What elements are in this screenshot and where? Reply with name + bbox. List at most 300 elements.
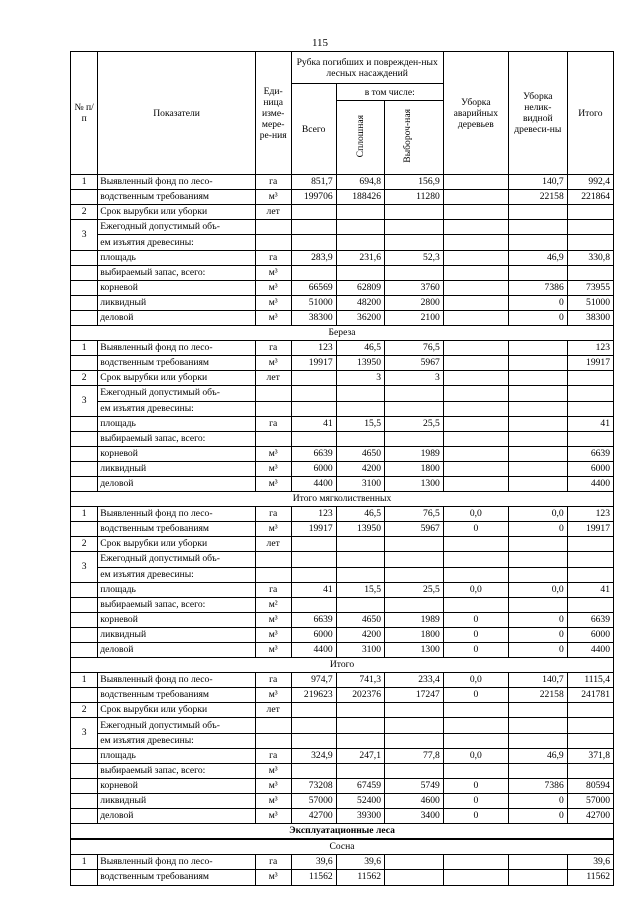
cell-clear: 4650 (336, 612, 384, 627)
cell-unit (255, 235, 291, 250)
cell-indicator: Срок вырубки или уборки (98, 371, 256, 386)
cell-itogo: 330,8 (567, 250, 613, 265)
cell-emergency (443, 597, 508, 612)
cell-indicator: ем изъятия древесины: (98, 401, 256, 416)
section-row (71, 658, 614, 673)
cell-num (71, 310, 98, 325)
cell-unit: лет (255, 205, 291, 220)
cell-illiquid (508, 431, 567, 446)
cell-clear: 13950 (336, 356, 384, 371)
cell-total: 57000 (291, 793, 336, 808)
cell-total: 51000 (291, 295, 336, 310)
cell-num: 3 (71, 552, 98, 582)
cell-illiquid (508, 763, 567, 778)
cell-total (291, 265, 336, 280)
cell-illiquid (508, 356, 567, 371)
cell-emergency (443, 552, 508, 567)
cell-clear: 4200 (336, 461, 384, 476)
header-num: № п/п (71, 52, 98, 175)
cell-num: 1 (71, 855, 98, 870)
cell-itogo (567, 567, 613, 582)
cell-emergency (443, 280, 508, 295)
table-row (71, 522, 614, 537)
cell-unit: м² (255, 597, 291, 612)
cell-unit: м³ (255, 643, 291, 658)
cell-total (291, 537, 336, 552)
cell-illiquid (508, 855, 567, 870)
cell-selective: 2100 (385, 310, 444, 325)
cell-itogo (567, 235, 613, 250)
cell-num (71, 522, 98, 537)
cell-illiquid: 0,0 (508, 582, 567, 597)
cell-itogo (567, 597, 613, 612)
cell-illiquid: 0,0 (508, 507, 567, 522)
cell-itogo: 19917 (567, 356, 613, 371)
cell-clear (336, 763, 384, 778)
table-row (71, 446, 614, 461)
cell-unit (255, 552, 291, 567)
cell-itogo: 221864 (567, 190, 613, 205)
cell-total: 219623 (291, 688, 336, 703)
cell-total (291, 371, 336, 386)
cell-emergency (443, 870, 508, 885)
header-total: Всего (291, 84, 336, 175)
cell-selective: 3760 (385, 280, 444, 295)
table-row (71, 703, 614, 718)
section-title: Эксплуатационные леса (71, 824, 614, 840)
cell-illiquid (508, 401, 567, 416)
cell-unit: м³ (255, 265, 291, 280)
cell-clear (336, 597, 384, 612)
cell-unit (255, 386, 291, 401)
table-row (71, 356, 614, 371)
section-title: Береза (71, 326, 614, 341)
cell-clear: 202376 (336, 688, 384, 703)
cell-unit: м³ (255, 763, 291, 778)
table-row (71, 235, 614, 250)
cell-clear: 39300 (336, 809, 384, 824)
cell-num: 2 (71, 205, 98, 220)
cell-unit: лет (255, 537, 291, 552)
cell-itogo (567, 763, 613, 778)
cell-unit: м³ (255, 870, 291, 885)
cell-selective: 233,4 (385, 673, 444, 688)
table-row (71, 627, 614, 642)
cell-itogo: 42700 (567, 809, 613, 824)
cell-itogo: 6000 (567, 461, 613, 476)
cell-indicator: площадь (98, 416, 256, 431)
cell-selective: 1800 (385, 627, 444, 642)
cell-emergency (443, 855, 508, 870)
cell-num (71, 793, 98, 808)
table-row (71, 612, 614, 627)
cell-indicator: деловой (98, 643, 256, 658)
section-row (71, 326, 614, 341)
cell-clear: 52400 (336, 793, 384, 808)
cell-itogo: 11562 (567, 870, 613, 885)
table-row (71, 643, 614, 658)
cell-indicator: ликвидный (98, 295, 256, 310)
table-row (71, 718, 614, 733)
cell-num: 1 (71, 175, 98, 190)
cell-clear: 4200 (336, 627, 384, 642)
cell-emergency: 0 (443, 627, 508, 642)
cell-illiquid: 0 (508, 522, 567, 537)
section-title: Итого мягколиственных (71, 492, 614, 507)
header-emergency: Уборка аварийных деревьев (443, 52, 508, 175)
cell-emergency (443, 250, 508, 265)
cell-clear (336, 703, 384, 718)
cell-itogo: 80594 (567, 778, 613, 793)
cell-num (71, 446, 98, 461)
cell-clear: 694,8 (336, 175, 384, 190)
cell-indicator: водственным требованиям (98, 356, 256, 371)
cell-itogo (567, 220, 613, 235)
cell-num (71, 763, 98, 778)
cell-clear: 15,5 (336, 416, 384, 431)
cell-unit: лет (255, 703, 291, 718)
cell-emergency (443, 401, 508, 416)
table-row (71, 461, 614, 476)
cell-emergency (443, 175, 508, 190)
cell-clear (336, 235, 384, 250)
header-clear-text: Сплошная (354, 114, 366, 158)
cell-clear: 15,5 (336, 582, 384, 597)
cell-itogo (567, 205, 613, 220)
cell-clear (336, 386, 384, 401)
cell-selective: 3400 (385, 809, 444, 824)
cell-clear: 13950 (336, 522, 384, 537)
table-row (71, 371, 614, 386)
table-row (71, 220, 614, 235)
cell-itogo (567, 537, 613, 552)
cell-itogo: 57000 (567, 793, 613, 808)
cell-emergency (443, 446, 508, 461)
cell-total (291, 386, 336, 401)
cell-selective: 5967 (385, 356, 444, 371)
cell-unit: м³ (255, 295, 291, 310)
cell-clear: 48200 (336, 295, 384, 310)
cell-indicator: ем изъятия древесины: (98, 235, 256, 250)
cell-indicator: Выявленный фонд по лесо- (98, 673, 256, 688)
cell-clear (336, 220, 384, 235)
cell-total (291, 703, 336, 718)
cell-indicator: Выявленный фонд по лесо- (98, 175, 256, 190)
cell-indicator: выбираемый запас, всего: (98, 763, 256, 778)
cell-total: 11562 (291, 870, 336, 885)
cell-indicator: Срок вырубки или уборки (98, 537, 256, 552)
table-body (71, 175, 614, 885)
cell-indicator: ем изъятия древесины: (98, 567, 256, 582)
cell-total: 199706 (291, 190, 336, 205)
cell-illiquid (508, 416, 567, 431)
cell-indicator: водственным требованиям (98, 190, 256, 205)
cell-emergency: 0 (443, 778, 508, 793)
table-row (71, 793, 614, 808)
cell-emergency (443, 416, 508, 431)
header-itogo: Итого (567, 52, 613, 175)
cell-emergency (443, 265, 508, 280)
cell-clear: 67459 (336, 778, 384, 793)
cell-illiquid (508, 537, 567, 552)
cell-itogo: 6000 (567, 627, 613, 642)
cell-selective: 5749 (385, 778, 444, 793)
cell-total (291, 220, 336, 235)
cell-total: 6639 (291, 446, 336, 461)
cell-emergency: 0 (443, 522, 508, 537)
table-row (71, 582, 614, 597)
cell-emergency (443, 235, 508, 250)
table-header (71, 52, 614, 175)
cell-unit: м³ (255, 356, 291, 371)
cell-itogo (567, 552, 613, 567)
cell-total (291, 205, 336, 220)
cell-unit: м³ (255, 476, 291, 491)
cell-selective: 156,9 (385, 175, 444, 190)
page-number: 115 (311, 37, 329, 49)
cell-selective: 3 (385, 371, 444, 386)
cell-total (291, 718, 336, 733)
cell-itogo: 6639 (567, 446, 613, 461)
cell-itogo: 6639 (567, 612, 613, 627)
cell-indicator: Выявленный фонд по лесо- (98, 341, 256, 356)
cell-indicator: выбираемый запас, всего: (98, 265, 256, 280)
cell-emergency (443, 567, 508, 582)
table-row (71, 205, 614, 220)
cell-indicator: Выявленный фонд по лесо- (98, 507, 256, 522)
header-indicator: Показатели (98, 52, 256, 175)
cell-illiquid: 7386 (508, 280, 567, 295)
cell-num: 3 (71, 220, 98, 250)
cell-total: 73208 (291, 778, 336, 793)
cell-clear: 46,5 (336, 507, 384, 522)
cell-indicator: деловой (98, 809, 256, 824)
cell-clear (336, 537, 384, 552)
cell-num: 1 (71, 341, 98, 356)
cell-illiquid (508, 371, 567, 386)
cell-itogo (567, 718, 613, 733)
cell-emergency (443, 763, 508, 778)
cell-total (291, 401, 336, 416)
cell-selective: 76,5 (385, 341, 444, 356)
cell-selective: 1989 (385, 612, 444, 627)
cell-num (71, 870, 98, 885)
cell-illiquid (508, 733, 567, 748)
cell-num (71, 190, 98, 205)
cell-itogo: 992,4 (567, 175, 613, 190)
table-row (71, 552, 614, 567)
cell-indicator: корневой (98, 778, 256, 793)
cell-total: 6639 (291, 612, 336, 627)
cell-itogo: 241781 (567, 688, 613, 703)
cell-selective: 11280 (385, 190, 444, 205)
cell-selective: 25,5 (385, 416, 444, 431)
cell-illiquid (508, 567, 567, 582)
cell-selective: 1300 (385, 476, 444, 491)
cell-emergency: 0,0 (443, 673, 508, 688)
cell-total: 39,6 (291, 855, 336, 870)
cell-indicator: водственным требованиям (98, 522, 256, 537)
cell-emergency (443, 476, 508, 491)
cell-clear: 3100 (336, 643, 384, 658)
cell-num: 2 (71, 371, 98, 386)
table-row (71, 537, 614, 552)
cell-emergency (443, 461, 508, 476)
cell-unit: м³ (255, 310, 291, 325)
table-row (71, 280, 614, 295)
cell-num (71, 778, 98, 793)
section-row (71, 839, 614, 855)
cell-total: 324,9 (291, 748, 336, 763)
cell-num: 3 (71, 718, 98, 748)
cell-selective: 77,8 (385, 748, 444, 763)
table-row (71, 778, 614, 793)
cell-num (71, 461, 98, 476)
header-clear (336, 101, 384, 175)
cell-total: 851,7 (291, 175, 336, 190)
cell-unit: м³ (255, 446, 291, 461)
cell-total: 123 (291, 507, 336, 522)
cell-selective: 1300 (385, 643, 444, 658)
cell-selective (385, 567, 444, 582)
cell-selective: 4600 (385, 793, 444, 808)
cell-selective (385, 718, 444, 733)
cell-num (71, 582, 98, 597)
cell-itogo: 371,8 (567, 748, 613, 763)
cell-num (71, 295, 98, 310)
cell-emergency (443, 431, 508, 446)
table-row (71, 688, 614, 703)
cell-unit: м³ (255, 809, 291, 824)
table-row (71, 416, 614, 431)
cell-itogo (567, 703, 613, 718)
cell-clear (336, 552, 384, 567)
cell-selective: 1800 (385, 461, 444, 476)
cell-illiquid (508, 870, 567, 885)
cell-illiquid (508, 220, 567, 235)
cell-indicator: Выявленный фонд по лесо- (98, 855, 256, 870)
cell-clear: 231,6 (336, 250, 384, 265)
table-row (71, 431, 614, 446)
cell-total: 41 (291, 582, 336, 597)
cell-selective (385, 401, 444, 416)
cell-itogo (567, 431, 613, 446)
cell-total: 4400 (291, 476, 336, 491)
cell-illiquid (508, 265, 567, 280)
table-row (71, 733, 614, 748)
cell-illiquid (508, 552, 567, 567)
table-row (71, 567, 614, 582)
cell-illiquid: 0 (508, 295, 567, 310)
cell-indicator: деловой (98, 476, 256, 491)
cell-unit: га (255, 582, 291, 597)
cell-selective: 5967 (385, 522, 444, 537)
cell-emergency: 0 (443, 793, 508, 808)
cell-num (71, 476, 98, 491)
cell-selective (385, 205, 444, 220)
cell-indicator: водственным требованиям (98, 688, 256, 703)
cell-indicator: корневой (98, 446, 256, 461)
cell-selective (385, 235, 444, 250)
cell-clear: 11562 (336, 870, 384, 885)
cell-num (71, 250, 98, 265)
cell-unit: м³ (255, 793, 291, 808)
cell-total (291, 235, 336, 250)
cell-clear: 36200 (336, 310, 384, 325)
cell-indicator: деловой (98, 310, 256, 325)
cell-clear: 39,6 (336, 855, 384, 870)
cell-selective: 25,5 (385, 582, 444, 597)
cell-unit: м³ (255, 688, 291, 703)
cell-total (291, 552, 336, 567)
cell-itogo: 51000 (567, 295, 613, 310)
cell-itogo: 73955 (567, 280, 613, 295)
cell-num (71, 265, 98, 280)
cell-indicator: корневой (98, 612, 256, 627)
cell-emergency (443, 310, 508, 325)
cell-illiquid: 0 (508, 643, 567, 658)
cell-illiquid: 140,7 (508, 673, 567, 688)
cell-illiquid (508, 446, 567, 461)
cell-num (71, 431, 98, 446)
cell-indicator: Ежегодный допустимый объ- (98, 718, 256, 733)
cell-num (71, 597, 98, 612)
cell-num: 1 (71, 507, 98, 522)
table-row (71, 870, 614, 885)
cell-selective (385, 552, 444, 567)
cell-emergency (443, 356, 508, 371)
cell-illiquid (508, 235, 567, 250)
cell-unit: м³ (255, 522, 291, 537)
cell-illiquid (508, 476, 567, 491)
cell-emergency (443, 205, 508, 220)
cell-indicator: выбираемый запас, всего: (98, 431, 256, 446)
cell-selective (385, 265, 444, 280)
cell-num (71, 809, 98, 824)
cell-unit (255, 733, 291, 748)
cell-selective (385, 597, 444, 612)
cell-emergency: 0,0 (443, 582, 508, 597)
cell-emergency (443, 537, 508, 552)
cell-total (291, 567, 336, 582)
cell-emergency (443, 733, 508, 748)
cell-unit: м³ (255, 461, 291, 476)
cell-unit: га (255, 175, 291, 190)
forest-felling-table (70, 51, 614, 886)
cell-indicator: площадь (98, 582, 256, 597)
cell-indicator: корневой (98, 280, 256, 295)
cell-illiquid (508, 718, 567, 733)
cell-clear: 247,1 (336, 748, 384, 763)
cell-clear: 4650 (336, 446, 384, 461)
cell-emergency: 0 (443, 809, 508, 824)
cell-unit: лет (255, 371, 291, 386)
cell-indicator: Ежегодный допустимый объ- (98, 220, 256, 235)
cell-unit: м³ (255, 612, 291, 627)
cell-unit: га (255, 341, 291, 356)
cell-selective: 17247 (385, 688, 444, 703)
cell-selective (385, 220, 444, 235)
cell-indicator: Срок вырубки или уборки (98, 703, 256, 718)
cell-total (291, 431, 336, 446)
cell-selective: 52,3 (385, 250, 444, 265)
cell-illiquid: 7386 (508, 778, 567, 793)
cell-total: 6000 (291, 461, 336, 476)
cell-selective (385, 537, 444, 552)
cell-unit: га (255, 673, 291, 688)
cell-total (291, 597, 336, 612)
cell-clear: 3 (336, 371, 384, 386)
